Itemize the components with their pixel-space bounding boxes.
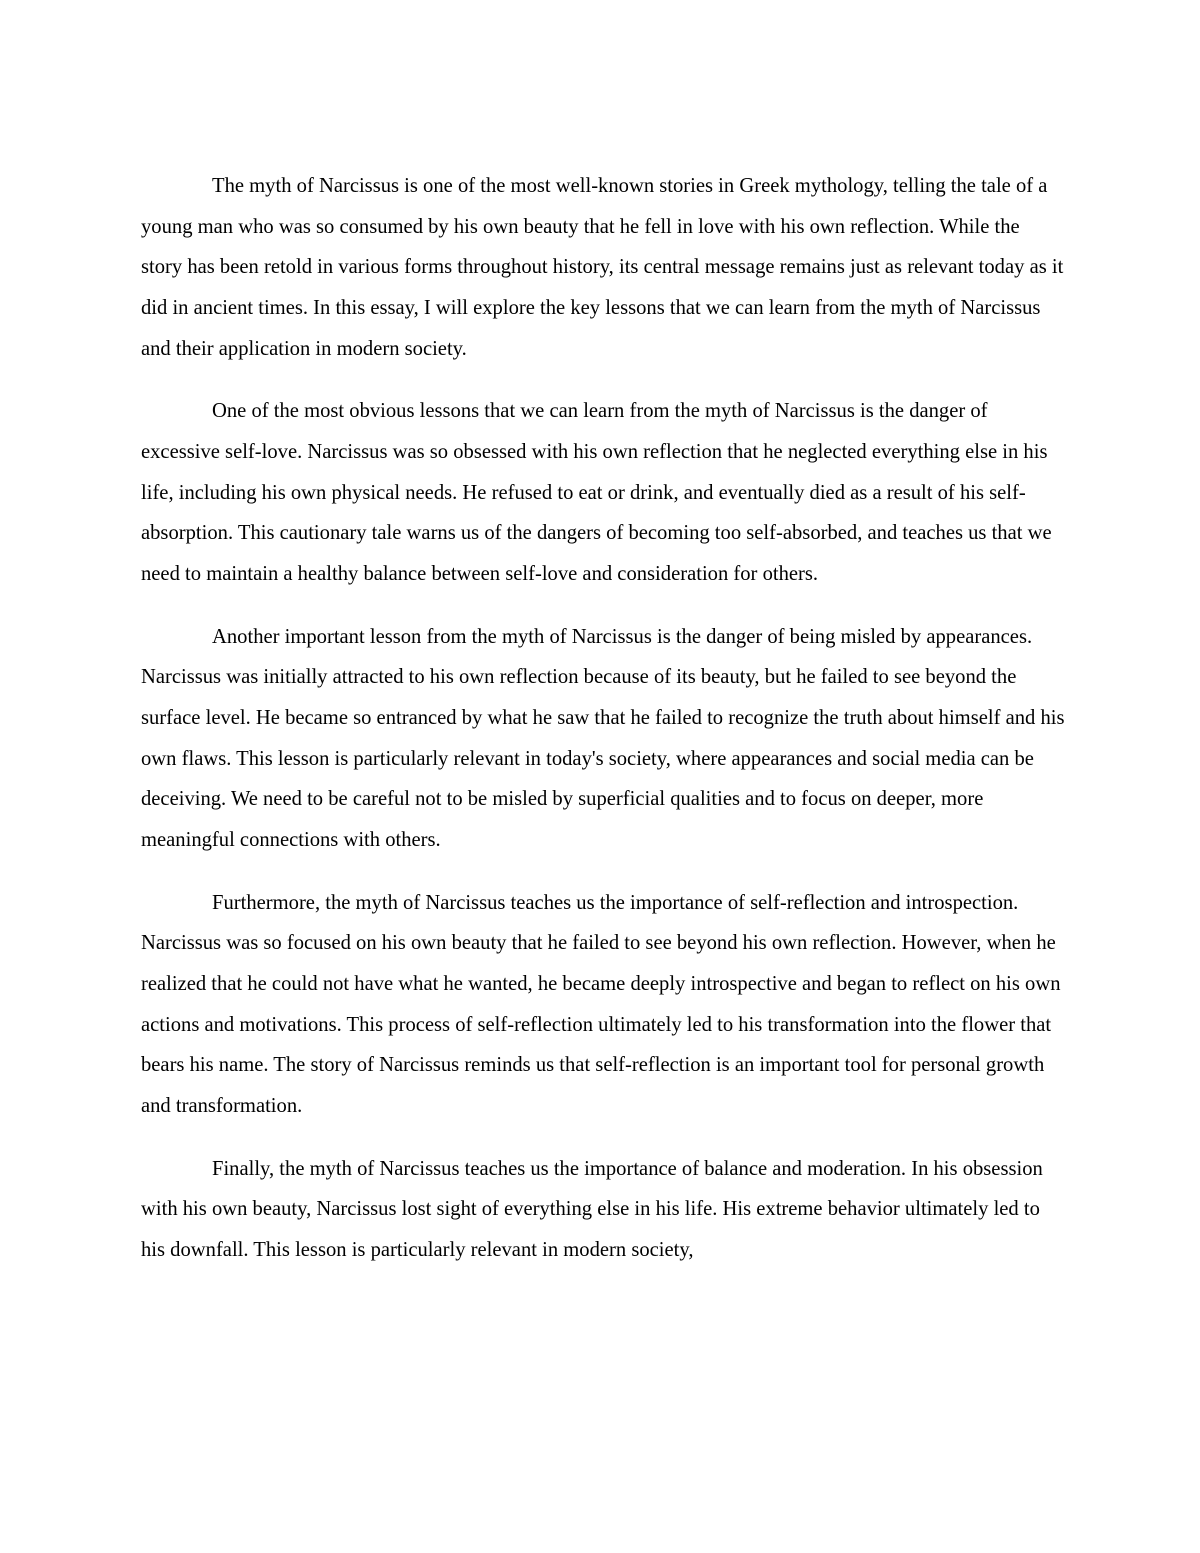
paragraph-3: Another important lesson from the myth of Narcissus is the danger of being misled by appearances. Narcissus was initially attracted to his own reflection because of its beauty, but he failed to see beyond the surface level. He became so entranced by what he saw that he failed to recognize the truth about himself and his own flaws. This lesson is particularly relevant in today's society, where appearances and social media can be deceiving. We need to be careful not to be misled by superficial qualities and to focus on deeper, more meaningful connections with others. (141, 625, 1065, 852)
paragraph-4: Furthermore, the myth of Narcissus teaches us the importance of self-reflection and introspection. Narcissus was so focused on his own beauty that he failed to see beyond his own reflection. However, when he realized that he could not have what he wanted, he became deeply introspective and began to reflect on his own actions and motivations. This process of self-reflection ultimately led to his transformation into the flower that bears his name. The story of Narcissus reminds us that self-reflection is an important tool for personal growth and transformation. (141, 891, 1061, 1118)
paragraph-5: Finally, the myth of Narcissus teaches us the importance of balance and moderation. In his obsession with his own beauty, Narcissus lost sight of everything else in his life. His extreme behavior ultimately led to his downfall. This lesson is particularly relevant in modern society, (141, 1157, 1043, 1262)
paragraph-1: The myth of Narcissus is one of the most well-known stories in Greek mythology, telling the tale of a young man who was so consumed by his own beauty that he fell in love with his own reflection. While the story has been retold in various forms throughout history, its central message remains just as relevant today as it did in ancient times. In this essay, I will explore the key lessons that we can learn from the myth of Narcissus and their application in modern society. (141, 175, 1064, 360)
paragraph-2: One of the most obvious lessons that we can learn from the myth of Narcissus is the danger of excessive self-love. Narcissus was so obsessed with his own reflection that he neglected everything else in his life, including his own physical needs. He refused to eat or drink, and eventually died as a result of his self-absorption. This cautionary tale warns us of the dangers of becoming too self-absorbed, and teaches us that we need to maintain a healthy balance between self-love and consideration for others. (141, 400, 1052, 586)
essay-body (141, 166, 1066, 1293)
